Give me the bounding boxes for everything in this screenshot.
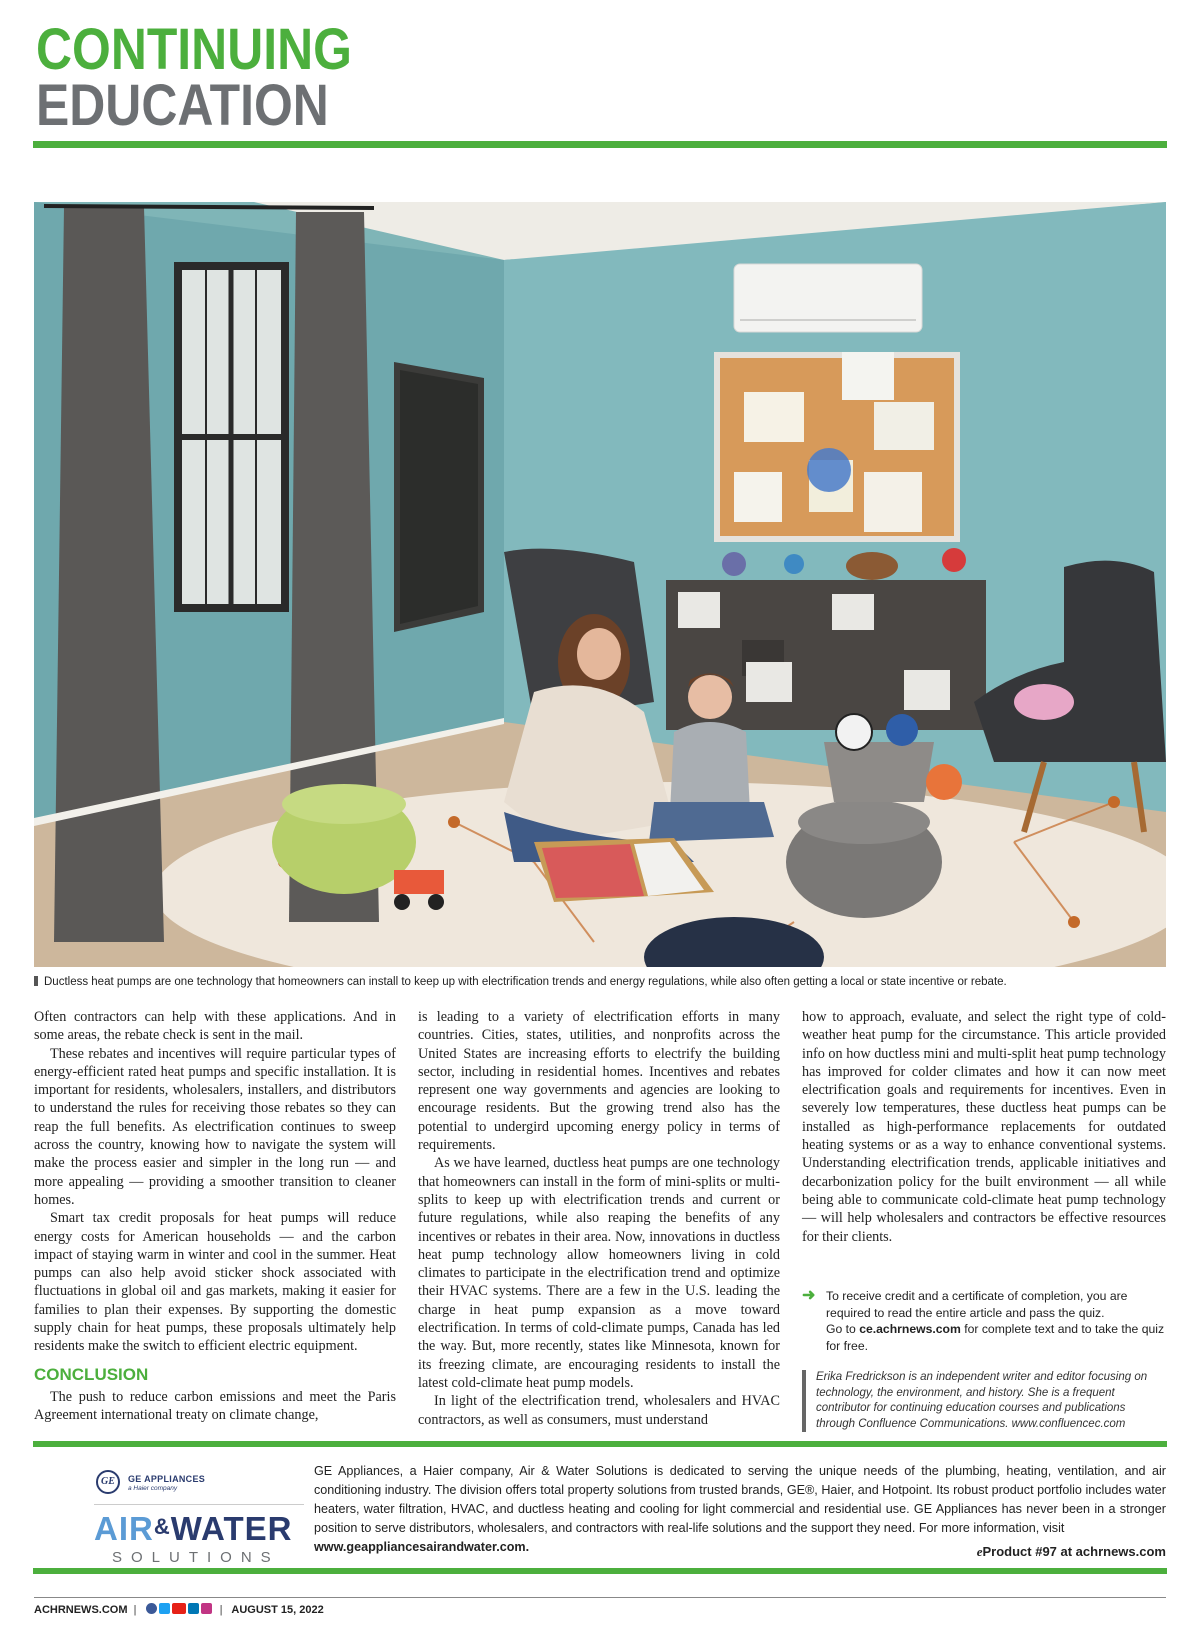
photo-caption (34, 976, 1166, 988)
quiz-site-link[interactable]: ce.achrnews.com (859, 1322, 961, 1336)
header-rule (33, 141, 1167, 148)
ge-logo-icon: GE (96, 1470, 120, 1494)
paragraph: These rebates and incentives will require particular types of energy-efficient rated heat pumps and specific installation. It is important for residents, wholesalers, installers, and distributors to understand the rules for receiving those rebates so they can reap the full benefits. As electrification continues to sweep across the country, knowing how to navigate the system will make the process easier and simpler in the long run — and more appealing — providing a smoother transition to cleaner homes. (34, 1045, 396, 1208)
section-header (36, 17, 403, 138)
header-education: EDUCATION (36, 73, 329, 138)
article-column-2 (418, 1008, 780, 1429)
sponsor-url-link[interactable]: www.geappliancesairandwater.com. (314, 1540, 530, 1554)
page-footer: ACHRNEWS.COM | | AUGUST 15, 2022 (34, 1604, 324, 1616)
paragraph: As we have learned, ductless heat pumps are one technology that homeowners can install in the form of mini-splits or multi-splits to keep up with electrification trends and current or future regulations, while also reaping the benefits of any incentives or rebates in their area. Now, innovations in ductless heat pump technology allow homeowners living in cold climates to participate in the electrification trend and optimize their HVAC systems. There are a few in the U.S. leading the charge in heat pump expansion as a move toward electrification. In terms of cold-climate pumps, Canada has led the way. But, more recently, states like Minnesota, known for its freezing climate, are encouraging residents to install the latest cold-climate heat pump models. (418, 1155, 780, 1391)
caption-bar (34, 976, 38, 986)
facebook-icon[interactable] (146, 1603, 157, 1614)
article-column-1 (34, 1008, 396, 1425)
paragraph: is leading to a variety of electrification efforts in many countries. Cities, states, utilities, and nonprofits across the United States are increasing efforts to electrify the building sector, including in residential homes. Incentives and rebates represent one way governments and agencies are looking to encourage residents. But the growing trend also has the potential to undergird upcoming energy policy in terms of requirements. (418, 1009, 780, 1154)
ge-name: GE APPLIANCES (128, 1474, 206, 1484)
conclusion-heading: CONCLUSION (34, 1364, 149, 1384)
ge-sub: a Haier company (128, 1485, 178, 1492)
author-bio: Erika Fredrickson is an independent writer and editor focusing on technology, the environment, and history. She is a frequent contributor for continuing education courses and publications through Confluence Communications. www.confluencec.com (802, 1370, 1166, 1432)
solutions-wordmark: SOLUTIONS (112, 1549, 280, 1566)
paragraph: how to approach, evaluate, and select the right type of cold-weather heat pump for the circumstance. This article provided info on how ductless mini and multi-split heat pump technology has improved for colder climates and how it can now meet electrification goals and requirements for incentives. Even in severely low temperatures, these ductless heat pumps can be installed as high-performance replacements for outdated heating systems or as a way to enhance conventional systems. Understanding electrification trends, applicable initiatives and decarbonization policy for the built environment — all while being able to communicate cold-climate heat pump technology — will help wholesalers and contractors be effective resources for their clients. (802, 1009, 1166, 1245)
footer-rule (34, 1597, 1166, 1598)
sponsor-block (34, 1450, 1166, 1566)
sponsor-text: GE Appliances, a Haier company, Air & Water Solutions is dedicated to serving the unique needs of the plumbing, heating, ventilation, and air conditioning industry. The division offers total property solutions from trusted brands, GE®, Haier, and Hotpoint. Its robust product portfolio includes water heaters, water filtration, HVAC, and ductless heating and cooling for light commercial and residential use. GE Appliances has never been in a stronger position to serve distributors, wholesalers, and contractors with real-life solutions and the support they need. For more information, visit (314, 1464, 1166, 1535)
eproduct-reference (977, 1544, 1166, 1560)
ge-air-water-logo (64, 1460, 314, 1566)
room-illustration (34, 202, 1166, 967)
cta-line1: To receive credit and a certificate of completion, you are required to read the entire article and pass the quiz. (826, 1289, 1128, 1320)
logo-divider (94, 1504, 304, 1505)
arrow-right-icon: ➜ (802, 1287, 816, 1304)
sponsor-top-rule (33, 1441, 1167, 1447)
air-water-wordmark (94, 1510, 292, 1548)
footer-site[interactable]: ACHRNEWS.COM (34, 1604, 128, 1616)
aw-amp: & (153, 1514, 171, 1539)
eprod-rest: Product #97 at achrnews.com (982, 1544, 1166, 1559)
paragraph: Often contractors can help with these applications. And in some areas, the rebate check is sent in the mail. (34, 1009, 396, 1044)
header-continuing: CONTINUING (36, 17, 352, 82)
youtube-icon[interactable] (172, 1603, 186, 1614)
aw-air: AIR (94, 1510, 154, 1547)
sponsor-bottom-rule (33, 1568, 1167, 1574)
sponsor-description (314, 1462, 1166, 1557)
cta-go-to: Go to (826, 1322, 856, 1336)
twitter-icon[interactable] (159, 1603, 170, 1614)
paragraph: Smart tax credit proposals for heat pumps will reduce energy costs for American households — and the carbon impact of staying warm in winter and cool in the summer. Heat pumps can also help avoid sticker shock associated with fluctuations in global oil and gas markets, making it easier for families to plan their expenses. By supporting the domestic supply chain for heat pumps, these proposals ultimately help residents make the switch to efficient electric equipment. (34, 1210, 396, 1355)
paragraph: In light of the electrification trend, wholesalers and HVAC contractors, as well as consumers, must understand (418, 1393, 780, 1428)
room-photo (34, 202, 1166, 967)
aw-water: WATER (170, 1510, 293, 1547)
paragraph: The push to reduce carbon emissions and meet the Paris Agreement international treaty on climate change, (34, 1388, 396, 1424)
instagram-icon[interactable] (201, 1603, 212, 1614)
linkedin-icon[interactable] (188, 1603, 199, 1614)
footer-date: AUGUST 15, 2022 (231, 1604, 324, 1616)
cta-rest: for complete text and to take the quiz for free. (826, 1322, 1165, 1353)
quiz-callout (802, 1288, 1166, 1354)
eprod-e: e (976, 1544, 983, 1559)
caption-text: Ductless heat pumps are one technology that homeowners can install to keep up with electrification trends and energy regulations, while also often getting a local or state incentive or rebate. (44, 976, 1007, 988)
article-column-3 (802, 1008, 1166, 1246)
